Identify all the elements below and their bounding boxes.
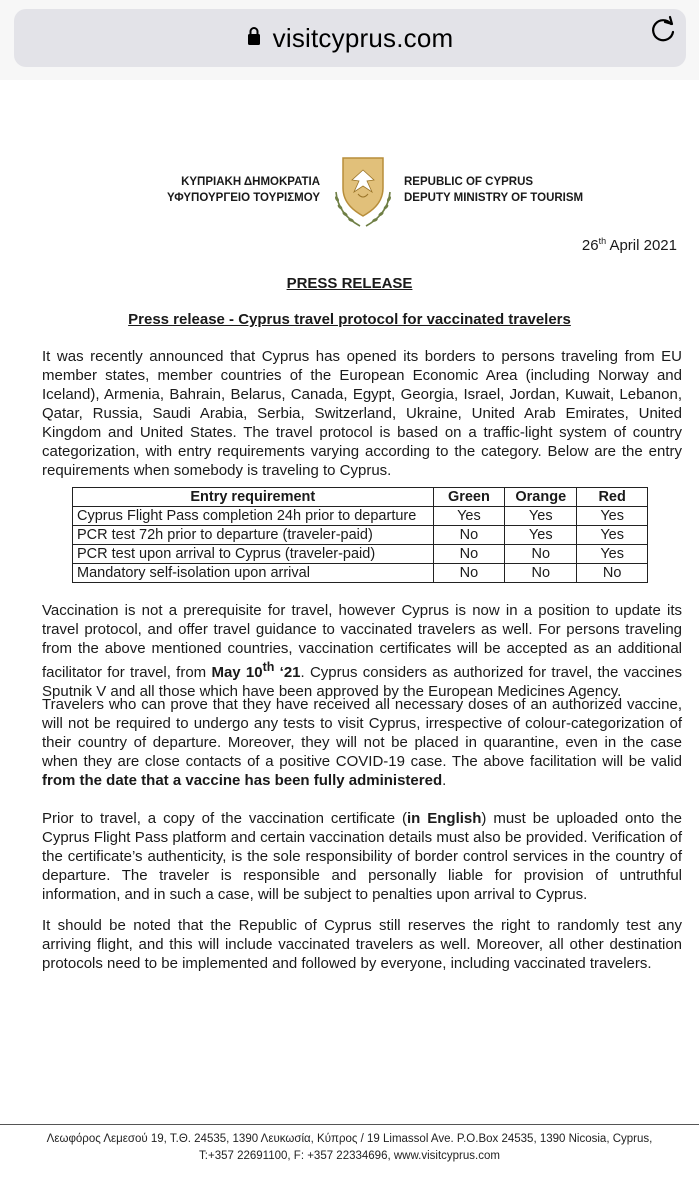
entry-requirements-table	[72, 487, 648, 583]
paragraph-text: Vaccination is not a prerequisite for travel, however Cyprus is now in a position to update its travel protocol, and offer travel guidance to vaccinated travelers as well. For persons traveling from the above mentioned countries, vaccination certificates will be accepted as an additional facilitator for travel, from	[42, 602, 682, 681]
date-emphasis-text: May 10	[211, 664, 263, 681]
paragraph-vaccination	[42, 601, 682, 701]
letterhead-greek-line1: ΚΥΠΡΙΑΚΗ ΔΗΜΟΚΡΑΤΙΑ	[181, 176, 320, 188]
table-cell: PCR test 72h prior to departure (traveler-paid)	[73, 526, 434, 545]
table-cell: Yes	[505, 526, 577, 545]
reload-icon[interactable]	[649, 14, 677, 49]
address-bar[interactable]	[14, 9, 686, 67]
paragraph-text: . Cyprus considers as authorized for travel, the vaccines Sputnik V and all those which have been approved by the European Medicines Agency.	[42, 664, 682, 700]
table-row	[73, 526, 648, 545]
table-cell: No	[433, 564, 505, 583]
paragraph-intro: It was recently announced that Cyprus has opened its borders to persons traveling from EU member states, member countries of the European Economic Area (including Norway and Iceland), Armenia, Bahrain, Belarus, Canada, Egypt, Georgia, Israel, Jordan, Kuwait, Lebanon, Qatar, Russia, Saudi Arabia, Serbia, Switzerland, Ukraine, United Arab Emirates, United Kingdom and United States. The travel protocol is based on a traffic-light system of country categorization, with entry requirements varying according to the category. Below are the entry requirements when somebody is traveling to Cyprus.	[42, 348, 682, 479]
paragraph-random-testing: It should be noted that the Republic of Cyprus still reserves the right to randomly test any arriving flight, and this will include vaccinated travelers as well. Moreover, all other destination protocols need to be implemented and followed by everyone, including vaccinated travelers.	[42, 917, 682, 972]
date-emphasis-year: ‘21	[274, 664, 301, 681]
table-cell: Yes	[577, 507, 648, 526]
footer-divider	[0, 1124, 699, 1125]
letterhead-english-line1: REPUBLIC OF CYPRUS	[404, 176, 534, 188]
footer-address: Λεωφόρος Λεμεσού 19, Τ.Θ. 24535, 1390 Λευκωσία, Κύπρος / 19 Limassol Ave. P.O.Box 24535, 1390 Nicosia, Cyprus,	[46, 1133, 653, 1145]
table-row	[73, 545, 648, 564]
table-cell: No	[505, 564, 577, 583]
paragraph-certificate	[42, 809, 682, 904]
table-cell: Yes	[433, 507, 505, 526]
date-month-year: April 2021	[606, 237, 677, 254]
press-release-subtitle: Press release - Cyprus travel protocol for vaccinated travelers	[128, 311, 571, 328]
table-header-cell: Red	[577, 488, 648, 507]
paragraph-text: .	[442, 772, 447, 789]
date-emphasis-suffix: th	[262, 660, 275, 674]
letterhead-greek	[150, 174, 320, 206]
table-cell: No	[577, 564, 648, 583]
table-header-cell: Green	[433, 488, 505, 507]
table-cell: PCR test upon arrival to Cyprus (traveler-paid)	[73, 545, 434, 564]
lock-icon	[247, 26, 261, 51]
table-header-row	[73, 488, 648, 507]
table-cell: Yes	[505, 507, 577, 526]
paragraph-text: ) must be uploaded onto the Cyprus Flight Pass platform and certain vaccination details must also be provided. Verification of the certificate’s authenticity, is the sole responsibility of border control services in the country of departure. The traveler is responsible and personally liable for provision of untruthful information, and in such a case, will be subject to penalties upon arrival to Cyprus.	[42, 810, 683, 903]
letterhead-greek-line2: ΥΦΥΠΟΥΡΓΕΙΟ ΤΟΥΡΙΣΜΟΥ	[167, 192, 320, 204]
letterhead	[0, 152, 699, 232]
validity-emphasis: from the date that a vaccine has been fully administered	[42, 772, 443, 789]
letterhead-english	[404, 174, 624, 206]
press-release-title: PRESS RELEASE	[286, 275, 413, 292]
paragraph-text: Prior to travel, a copy of the vaccination certificate (	[42, 810, 407, 827]
letterhead-english-line2: DEPUTY MINISTRY OF TOURISM	[404, 192, 584, 204]
table-cell: Yes	[577, 526, 648, 545]
date-suffix: th	[598, 236, 607, 246]
table-cell: Yes	[577, 545, 648, 564]
table-cell: No	[433, 526, 505, 545]
table-cell: Mandatory self-isolation upon arrival	[73, 564, 434, 583]
footer-contact: T:+357 22691100, F: +357 22334696, www.visitcyprus.com	[199, 1150, 500, 1162]
table-header-cell: Orange	[505, 488, 577, 507]
table-row	[73, 564, 648, 583]
release-date	[582, 236, 677, 254]
table-header-cell: Entry requirement	[73, 488, 434, 507]
table-cell: No	[505, 545, 577, 564]
table-cell: No	[433, 545, 505, 564]
date-day: 26	[581, 237, 599, 254]
date-emphasis	[211, 660, 301, 681]
browser-toolbar	[0, 0, 699, 80]
paragraph-text: Travelers who can prove that they have received all necessary doses of an authorized vaccine, will not be required to undergo any tests to visit Cyprus, irrespective of colour-categorization of their country of departure. Moreover, they will not be placed in quarantine, even in the case when they are close contacts of a positive COVID-19 case. The above facilitation will be valid	[42, 696, 682, 770]
table-cell: Cyprus Flight Pass completion 24h prior to departure	[73, 507, 434, 526]
language-emphasis: in English	[406, 810, 482, 827]
table-row	[73, 507, 648, 526]
url-text[interactable]: visitcyprus.com	[272, 22, 454, 53]
paragraph-travelers	[42, 695, 682, 790]
coat-of-arms-emblem	[330, 152, 396, 235]
